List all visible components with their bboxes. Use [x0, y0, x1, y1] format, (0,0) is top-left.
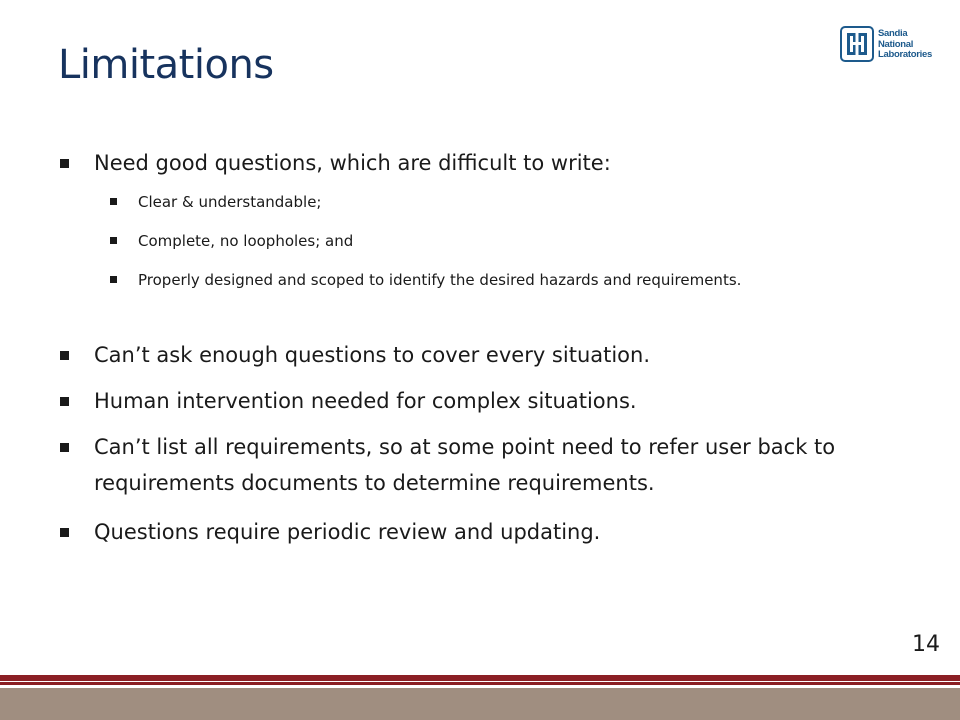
logo-line-1: Sandia [878, 28, 908, 39]
square-bullet-icon [60, 397, 69, 406]
page-number: 14 [912, 632, 940, 657]
square-bullet-icon [60, 528, 69, 537]
logo-wordmark [878, 29, 932, 61]
sub-bullet-text: Clear & understandable; [138, 193, 322, 211]
sub-bullet-text: Complete, no loopholes; and [138, 232, 354, 250]
footer-band [0, 688, 960, 720]
sub-bullet-text: Properly designed and scoped to identify the desired hazards and requirements. [138, 271, 742, 289]
square-bullet-icon [60, 159, 69, 168]
square-bullet-icon [110, 276, 117, 283]
slide-title: Limitations [58, 42, 274, 88]
sandia-thunderbird-logo-icon [840, 26, 874, 62]
bullet-text: Can’t ask enough questions to cover every situation. [94, 343, 651, 367]
logo-line-3: Laboratories [878, 49, 932, 60]
square-bullet-icon [110, 237, 117, 244]
square-bullet-icon [60, 351, 69, 360]
square-bullet-icon [110, 198, 117, 205]
square-bullet-icon [60, 443, 69, 452]
footer-stripe-red [0, 675, 960, 681]
bullet-text: Can’t list all requirements, so at some point need to refer user back to requirements documents to determine requirements. [94, 435, 836, 495]
bullet-text: Human intervention needed for complex situations. [94, 389, 637, 413]
sandia-logo [840, 26, 940, 66]
footer-stripe-red-thin [0, 682, 960, 685]
bullet-text: Need good questions, which are difficult to write: [94, 151, 611, 175]
logo-line-2: National [878, 38, 914, 50]
bullet-text: Questions require periodic review and updating. [94, 520, 601, 544]
